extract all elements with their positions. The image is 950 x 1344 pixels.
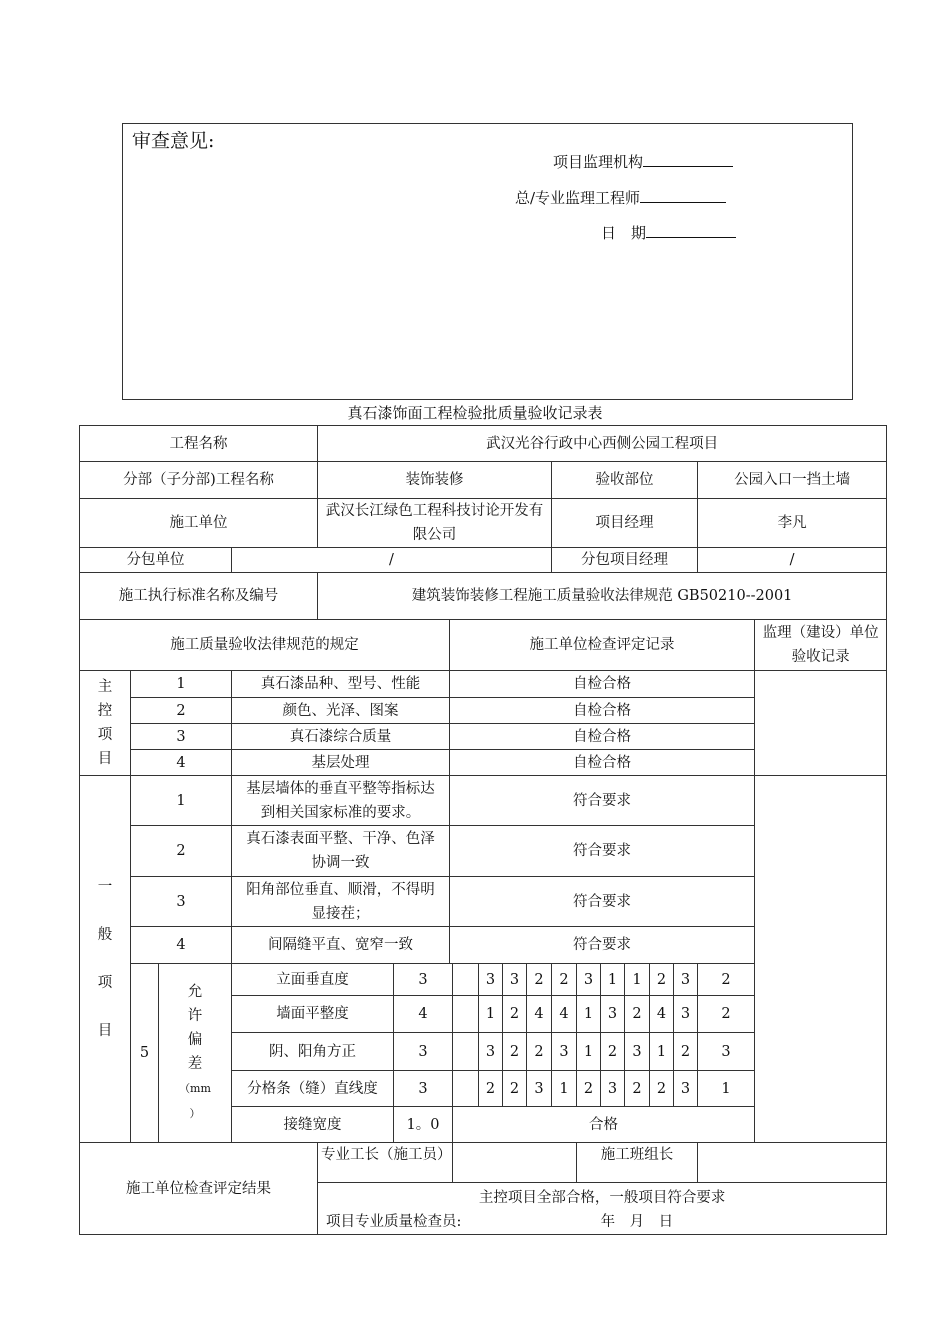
- measure-cell: 3: [577, 964, 601, 996]
- item-desc-line: 阳角部位垂直、顺滑，不得明: [246, 881, 435, 898]
- measure-cell: 1: [479, 996, 503, 1033]
- group-char: 目: [97, 751, 113, 767]
- item-desc-line: 真石漆表面平整、干净、色泽: [246, 831, 435, 847]
- inspection-date: 年 月 日: [600, 1213, 674, 1230]
- tolerance-allow: 3: [394, 1033, 453, 1071]
- supervision-engineer-field: [515, 187, 726, 208]
- item-no: 1: [131, 671, 232, 698]
- item-result: 自检合格: [450, 698, 755, 724]
- item-no: 4: [131, 750, 232, 776]
- measure-cell: 4: [552, 996, 577, 1033]
- main-items-supervisor-record[interactable]: [755, 671, 887, 776]
- measure-cell: 1: [577, 1033, 601, 1071]
- tolerance-unit: ）: [189, 1107, 201, 1120]
- tolerance-allow: 1。0: [394, 1107, 453, 1143]
- measure-cell: 3: [674, 964, 698, 996]
- measure-cell: 1: [650, 1033, 674, 1071]
- measure-cell: 2: [674, 1033, 698, 1071]
- measure-gap: [453, 1071, 479, 1107]
- accept-part-label: 验收部位: [552, 462, 698, 499]
- supervisor-header-line1: 监理（建设）单位: [762, 625, 879, 641]
- tolerance-char: 许: [187, 1008, 203, 1024]
- item-no: 1: [131, 776, 232, 826]
- group-char: 一: [97, 879, 113, 895]
- tolerance-item: 分格条（缝）直线度: [232, 1071, 394, 1107]
- supervision-agency-field: [553, 151, 733, 172]
- measure-cell: 3: [674, 1071, 698, 1107]
- joint-result: 合格: [453, 1107, 755, 1143]
- main-item-row: [80, 671, 887, 698]
- manager-label: 项目经理: [552, 499, 698, 548]
- inspector-label: 项目专业质量检查员:: [326, 1213, 462, 1230]
- team-leader-signature[interactable]: [698, 1143, 887, 1183]
- supervisor-record-header: [755, 620, 887, 671]
- row-project-name: [80, 426, 887, 462]
- measure-gap: [453, 964, 479, 996]
- row-sub-project: [80, 462, 887, 499]
- tolerance-item: 阴、阳角方正: [232, 1033, 394, 1071]
- measure-cell: 3: [601, 1071, 625, 1107]
- item-result: 符合要求: [450, 776, 755, 826]
- contractor-record-header: 施工单位检查评定记录: [450, 620, 755, 671]
- item-result: 自检合格: [450, 671, 755, 698]
- inspector-line: [318, 1210, 886, 1234]
- item-desc: [232, 826, 450, 877]
- item-desc: 真石漆综合质量: [232, 724, 450, 750]
- measure-cell: 4: [527, 996, 552, 1033]
- row-headers: [80, 620, 887, 671]
- item-desc: [232, 776, 450, 826]
- measure-cell: 2: [479, 1071, 503, 1107]
- evaluation-conclusion: 主控项目全部合格，一般项目符合要求: [478, 1189, 726, 1206]
- tolerance-item: 立面垂直度: [232, 964, 394, 996]
- tolerance-char: 差: [187, 1056, 203, 1072]
- tolerance-allow: 4: [394, 996, 453, 1033]
- accept-part-value: 公园入口一挡土墙: [698, 462, 887, 499]
- measure-cell: 1: [601, 964, 625, 996]
- tolerance-char: 偏: [187, 1032, 203, 1048]
- review-date-label: 日 期: [601, 224, 647, 242]
- subcontractor-label: 分包单位: [80, 548, 232, 573]
- measure-cell: 3: [552, 1033, 577, 1071]
- measure-cell: 4: [650, 996, 674, 1033]
- measure-cell: 2: [577, 1071, 601, 1107]
- measure-cell: 2: [650, 1071, 674, 1107]
- sub-manager-label: 分包项目经理: [552, 548, 698, 573]
- supervision-engineer-blank[interactable]: [640, 188, 726, 203]
- group-char: 主: [97, 679, 113, 695]
- general-items-group-label: [80, 776, 131, 1143]
- item-result: 自检合格: [450, 750, 755, 776]
- measure-cell: 2: [527, 964, 552, 996]
- item-no: 3: [131, 877, 232, 927]
- manager-value: 李凡: [698, 499, 887, 548]
- measure-cell: 3: [503, 964, 527, 996]
- item-desc-line: 显接茬；: [311, 905, 370, 922]
- measure-cell: 2: [698, 964, 755, 996]
- measure-cell: 2: [698, 996, 755, 1033]
- tolerance-item-no: 5: [131, 964, 159, 1143]
- item-result: 符合要求: [450, 877, 755, 927]
- measure-cell: 2: [552, 964, 577, 996]
- supervision-engineer-label: 总/专业监理工程师: [515, 189, 641, 207]
- review-date-blank[interactable]: [646, 223, 736, 238]
- measure-cell: 3: [625, 1033, 650, 1071]
- measure-cell: 2: [503, 996, 527, 1033]
- contractor-label: 施工单位: [80, 499, 318, 548]
- measure-cell: 2: [503, 1033, 527, 1071]
- tolerance-char: 允: [187, 984, 203, 1000]
- measure-cell: 1: [577, 996, 601, 1033]
- item-desc: 基层处理: [232, 750, 450, 776]
- form-title: 真石漆饰面工程检验批质量验收记录表: [347, 404, 603, 422]
- measure-cell: 3: [479, 964, 503, 996]
- rules-header: 施工质量验收法律规范的规定: [80, 620, 450, 671]
- review-date-field: [601, 222, 736, 243]
- group-char: 项: [97, 975, 113, 991]
- measure-cell: 2: [503, 1071, 527, 1107]
- group-char: 般: [97, 927, 113, 943]
- row-standard: [80, 573, 887, 620]
- item-no: 2: [131, 826, 232, 877]
- project-name-label: 工程名称: [80, 426, 318, 462]
- standard-value: 建筑装饰装修工程施工质量验收法律规范 GB50210--2001: [318, 573, 887, 620]
- measure-cell: 2: [625, 1071, 650, 1107]
- evaluation-conclusion-cell: [318, 1183, 887, 1235]
- item-result: 自检合格: [450, 724, 755, 750]
- item-no: 4: [131, 927, 232, 964]
- measure-cell: 3: [527, 1071, 552, 1107]
- foreman-label: 专业工长（施工员）: [318, 1143, 453, 1183]
- item-desc: [232, 877, 450, 927]
- measure-gap: [453, 1033, 479, 1071]
- supervision-agency-label: 项目监理机构: [553, 153, 644, 171]
- row-contractor: [80, 499, 887, 548]
- project-name-value: 武汉光谷行政中心西侧公园工程项目: [318, 426, 887, 462]
- main-items-group-label: [80, 671, 131, 776]
- contractor-value: 武汉长江绿色工程科技讨论开发有限公司: [318, 499, 552, 548]
- sub-project-value: 装饰装修: [318, 462, 552, 499]
- supervisor-header-line2: 验收记录: [791, 649, 850, 665]
- review-title: 审查意见:: [132, 130, 215, 152]
- measure-gap: [453, 996, 479, 1033]
- tolerance-item: 接缝宽度: [232, 1107, 394, 1143]
- item-result: 符合要求: [450, 927, 755, 964]
- measure-cell: 2: [527, 1033, 552, 1071]
- measure-cell: 2: [625, 996, 650, 1033]
- item-desc-line: 协调一致: [311, 855, 370, 871]
- item-desc-line: 到相关国家标准的要求。: [260, 804, 421, 821]
- evaluation-result-label: 施工单位检查评定结果: [80, 1143, 318, 1235]
- standard-label: 施工执行标准名称及编号: [80, 573, 318, 620]
- item-desc-line: 基层墙体的垂直平整等指标达: [246, 780, 435, 797]
- item-desc: 间隔缝平直、宽窄一致: [232, 927, 450, 964]
- foreman-signature[interactable]: [453, 1143, 577, 1183]
- item-no: 2: [131, 698, 232, 724]
- item-desc: 颜色、光泽、图案: [232, 698, 450, 724]
- measure-cell: 1: [625, 964, 650, 996]
- measure-cell: 3: [601, 996, 625, 1033]
- general-item-row: [80, 776, 887, 826]
- measure-cell: 1: [552, 1071, 577, 1107]
- group-char: 项: [97, 727, 113, 743]
- review-opinion-box: [122, 123, 853, 400]
- sub-project-label: 分部（子分部)工程名称: [80, 462, 318, 499]
- sub-manager-value: /: [698, 548, 887, 573]
- group-char: 目: [97, 1023, 113, 1039]
- tolerance-unit: （mm: [179, 1082, 211, 1095]
- measure-cell: 3: [479, 1033, 503, 1071]
- supervision-agency-blank[interactable]: [643, 152, 733, 167]
- tolerance-label: [159, 964, 232, 1143]
- item-desc: 真石漆品种、型号、性能: [232, 671, 450, 698]
- team-leader-label: 施工班组长: [577, 1143, 698, 1183]
- general-items-supervisor-record[interactable]: [755, 776, 887, 1143]
- inspection-record-table: [79, 425, 887, 1235]
- tolerance-allow: 3: [394, 1071, 453, 1107]
- group-char: 控: [97, 703, 113, 719]
- item-result: 符合要求: [450, 826, 755, 877]
- item-no: 3: [131, 724, 232, 750]
- tolerance-item: 墙面平整度: [232, 996, 394, 1033]
- measure-cell: 1: [698, 1071, 755, 1107]
- tolerance-allow: 3: [394, 964, 453, 996]
- measure-cell: 2: [650, 964, 674, 996]
- measure-cell: 2: [601, 1033, 625, 1071]
- measure-cell: 3: [698, 1033, 755, 1071]
- row-subcontractor: [80, 548, 887, 573]
- subcontractor-value: /: [232, 548, 552, 573]
- result-row-top: [80, 1143, 887, 1183]
- measure-cell: 3: [674, 996, 698, 1033]
